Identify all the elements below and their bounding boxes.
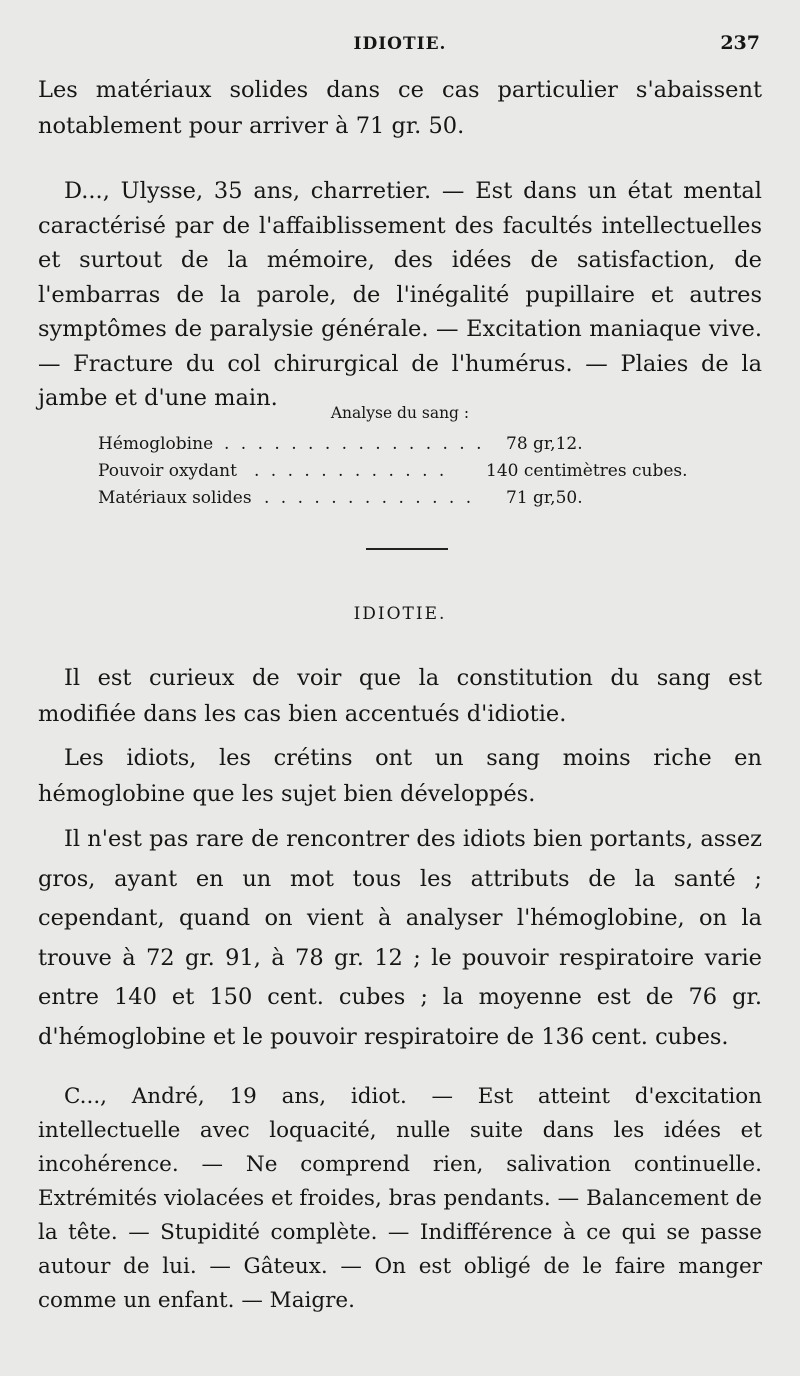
- analysis-title: Analyse du sang :: [330, 404, 470, 422]
- blood-analysis-table: [98, 434, 718, 515]
- row-value: 78 gr,12.: [506, 434, 583, 454]
- section-divider: [366, 548, 448, 550]
- table-row: [98, 434, 718, 461]
- intro-paragraph: Les matériaux solides dans ce cas particulier s'abaissent notablement pour arriver à 71 gr. 50.: [38, 77, 762, 139]
- leader-dots: . . . . . . . . . . . . . . . .: [224, 434, 485, 454]
- row-value: 140 centimètres cubes.: [486, 461, 688, 481]
- row-value: 71 gr,50.: [506, 488, 583, 508]
- row-label: Hémoglobine: [98, 434, 214, 454]
- section-heading: IDIOTIE.: [353, 604, 447, 624]
- case-d-paragraph: D..., Ulysse, 35 ans, charretier. — Est dans un état mental caractérisé par de l'affaiblissement des facultés intellectuelles et surtout de la mémoire, des idées de satisfaction, de l'embarras de la parole, de l'inégalité pupillaire et autres symptômes de paralysie générale. — Excitation maniaque vive. — Fracture du col chirurgical de l'humérus. — Plaies de la jambe et d'une main.: [38, 178, 762, 411]
- table-row: [98, 488, 718, 515]
- row-label: Pouvoir oxydant: [98, 461, 237, 481]
- row-label: Matériaux solides: [98, 488, 252, 508]
- running-header: IDIOTIE.: [353, 34, 447, 54]
- case-c-paragraph: C..., André, 19 ans, idiot. — Est atteint d'excitation intellectuelle avec loquacité, nulle suite dans les idées et incohérence. — Ne comprend rien, salivation continuelle. Extrémités violacées et froides, bras pendants. — Balancement de la tête. — Stupidité complète. — Indifférence à ce qui se passe autour de lui. — Gâteux. — On est obligé de le faire manger comme un enfant. — Maigre.: [38, 1084, 762, 1313]
- section-paragraph-2: Les idiots, les crétins ont un sang moins riche en hémoglobine que les sujet bien développés.: [38, 745, 762, 807]
- table-row: [98, 461, 718, 488]
- leader-dots: . . . . . . . . . . . . .: [264, 488, 475, 508]
- page-number: 237: [720, 32, 760, 54]
- section-paragraph-1: Il est curieux de voir que la constitution du sang est modifiée dans les cas bien accentués d'idiotie.: [38, 665, 762, 727]
- section-paragraph-3: Il n'est pas rare de rencontrer des idiots bien portants, assez gros, ayant en un mot tous les attributs de la santé ; cependant, quand on vient à analyser l'hémoglobine, on la trouve à 72 gr. 91, à 78 gr. 12 ; le pouvoir respiratoire varie entre 140 et 150 cent. cubes ; la moyenne est de 76 gr. d'hémoglobine et le pouvoir respiratoire de 136 cent. cubes.: [38, 826, 762, 1050]
- leader-dots: . . . . . . . . . . . .: [254, 461, 448, 481]
